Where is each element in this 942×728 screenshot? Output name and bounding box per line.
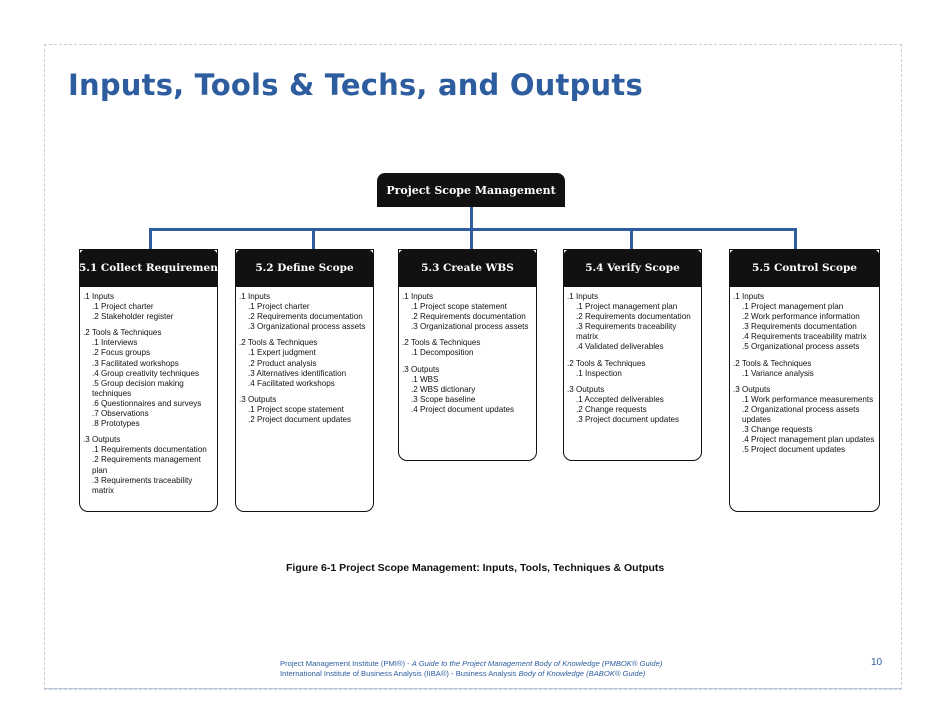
branch-line-4 (630, 228, 633, 250)
list-item: .1 WBS (411, 374, 439, 384)
footer-citation (280, 659, 662, 679)
process-box-define-scope (235, 249, 374, 512)
branch-line-5 (794, 228, 797, 250)
section-heading: .1 Inputs (567, 292, 599, 301)
list-item: .2 Stakeholder register (92, 312, 174, 322)
list-item: .1 Accepted deliverables (576, 394, 664, 404)
list-item: .5 Group decision making techniques (92, 378, 184, 398)
figure-caption: Figure 6-1 Project Scope Management: Inputs, Tools, Techniques & Outputs (286, 562, 665, 574)
section-heading: .2 Tools & Techniques (567, 358, 646, 368)
list-item: .1 Project scope statement (248, 404, 344, 414)
slide-title: Inputs, Tools & Techs, and Outputs (68, 68, 643, 102)
list-item: .6 Questionnaires and surveys (92, 398, 202, 408)
process-title: 5.1 Collect Requirements (79, 249, 218, 287)
section-heading: .2 Tools & Techniques (402, 338, 481, 348)
list-item: .3 Project document updates (576, 415, 680, 425)
process-box-collect-requirements (79, 249, 229, 512)
section-heading: .3 Outputs (83, 435, 121, 445)
list-item: .2 Project document updates (248, 415, 352, 425)
root-process-box: Project Scope Management (377, 173, 565, 207)
list-item: .2 Requirements documentation (411, 312, 526, 322)
list-item: .3 Requirements traceability matrix (576, 322, 677, 342)
page-number: 10 (871, 657, 883, 668)
list-item: .1 Work performance measurements (742, 394, 874, 404)
section-heading: .3 Outputs (733, 384, 771, 394)
footer-line-1: Project Management Institute (PMI®) - A Guide to the Project Management Body of Knowledge (PMBOK® Guide) (280, 659, 663, 668)
list-item: .1 Inspection (576, 368, 622, 378)
list-item: .4 Requirements traceability matrix (742, 332, 867, 342)
list-item: .5 Organizational process assets (742, 342, 860, 352)
list-item: .2 Requirements documentation (248, 312, 363, 322)
list-item: .1 Decomposition (411, 348, 474, 358)
process-box-control-scope (729, 249, 880, 512)
branch-line-1 (149, 228, 152, 250)
list-item: .1 Variance analysis (742, 368, 814, 378)
process-box-verify-scope (563, 249, 702, 461)
process-title: 5.4 Verify Scope (563, 249, 702, 287)
section-heading: .3 Outputs (239, 394, 277, 404)
list-item: .2 Change requests (576, 404, 647, 414)
process-title: 5.5 Control Scope (729, 249, 880, 287)
section-heading: .1 Inputs (733, 292, 765, 301)
list-item: .2 Organizational process assets updates (742, 404, 860, 425)
section-heading: .3 Outputs (402, 364, 440, 374)
process-items (567, 292, 699, 425)
process-items (402, 292, 534, 415)
list-item: .1 Interviews (92, 338, 138, 348)
process-items (733, 292, 877, 455)
process-title: 5.2 Define Scope (235, 249, 374, 287)
list-item: .3 Requirements documentation (742, 322, 857, 332)
section-heading: .1 Inputs (83, 292, 115, 301)
list-item: .1 Requirements documentation (92, 445, 207, 455)
list-item: .1 Project charter (92, 302, 154, 312)
footer-line-2: International Institute of Business Analysis (IIBA®) - Business Analysis Body of Knowledge (BABOK® Guide) (280, 669, 646, 678)
list-item: .4 Project management plan updates (742, 435, 875, 445)
process-items (239, 292, 371, 425)
process-title: 5.3 Create WBS (398, 249, 537, 287)
root-stem-line (470, 207, 473, 229)
list-item: .3 Requirements traceability matrix (92, 475, 193, 495)
list-item: .3 Change requests (742, 425, 813, 435)
list-item: .8 Prototypes (92, 419, 140, 429)
list-item: .2 Requirements management plan (92, 455, 201, 475)
process-items (83, 292, 215, 496)
list-item: .2 Requirements documentation (576, 312, 691, 322)
footer-divider (44, 688, 902, 689)
list-item: .5 Project document updates (742, 445, 846, 455)
list-item: .3 Alternatives identification (248, 368, 347, 378)
list-item: .1 Project management plan (576, 302, 678, 312)
list-item: .2 WBS dictionary (411, 384, 476, 394)
branch-line-3 (470, 228, 473, 250)
section-heading: .3 Outputs (567, 384, 605, 394)
list-item: .3 Facilitated workshops (92, 358, 179, 368)
list-item: .2 Work performance information (742, 312, 860, 322)
list-item: .2 Product analysis (248, 358, 317, 368)
list-item: .4 Facilitated workshops (248, 378, 335, 388)
section-heading: .2 Tools & Techniques (83, 328, 162, 338)
list-item: .4 Validated deliverables (576, 342, 664, 352)
list-item: .1 Expert judgment (248, 348, 316, 358)
list-item: .2 Focus groups (92, 348, 151, 358)
list-item: .1 Project management plan (742, 302, 844, 312)
list-item: .1 Project scope statement (411, 302, 507, 312)
section-heading: .1 Inputs (402, 292, 434, 301)
section-heading: .1 Inputs (239, 292, 271, 301)
section-heading: .2 Tools & Techniques (733, 358, 812, 368)
list-item: .3 Organizational process assets (411, 322, 529, 332)
branch-line-2 (312, 228, 315, 250)
process-box-create-wbs (398, 249, 537, 461)
list-item: .4 Group creativity techniques (92, 368, 200, 378)
list-item: .3 Scope baseline (411, 394, 476, 404)
list-item: .3 Organizational process assets (248, 322, 366, 332)
section-heading: .2 Tools & Techniques (239, 338, 318, 348)
list-item: .1 Project charter (248, 302, 310, 312)
list-item: .7 Observations (92, 409, 149, 419)
list-item: .4 Project document updates (411, 404, 515, 414)
